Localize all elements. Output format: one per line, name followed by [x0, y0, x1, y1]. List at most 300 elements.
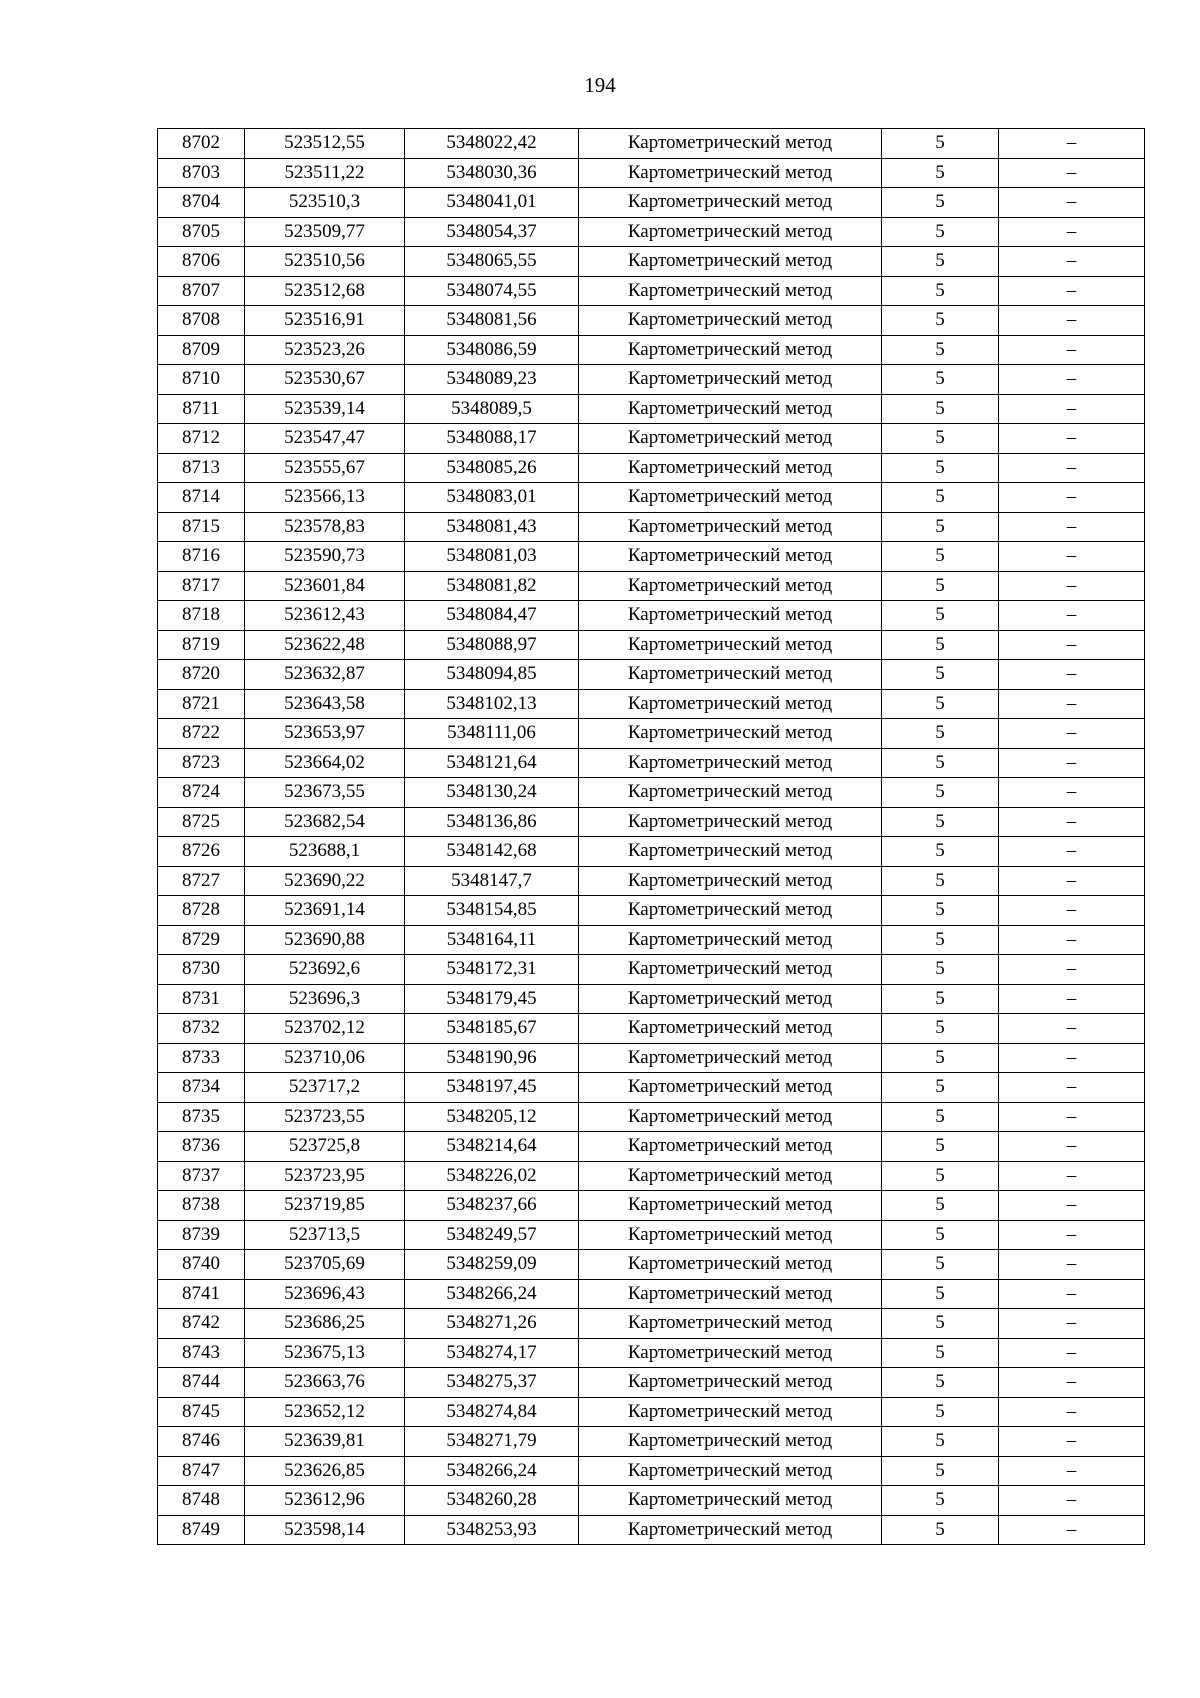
table-row — [158, 512, 1145, 542]
y-coordinate-cell: 5348089,23 — [405, 365, 579, 395]
description-cell: – — [999, 365, 1145, 395]
description-cell: – — [999, 394, 1145, 424]
y-coordinate-cell: 5348197,45 — [405, 1073, 579, 1103]
point-number-cell: 8745 — [158, 1397, 245, 1427]
description-cell: – — [999, 1515, 1145, 1545]
x-coordinate-cell: 523612,96 — [245, 1486, 405, 1516]
accuracy-cell: 5 — [882, 1102, 999, 1132]
accuracy-cell: 5 — [882, 1456, 999, 1486]
x-coordinate-cell: 523612,43 — [245, 601, 405, 631]
x-coordinate-cell: 523725,8 — [245, 1132, 405, 1162]
point-number-cell: 8722 — [158, 719, 245, 749]
accuracy-cell: 5 — [882, 984, 999, 1014]
method-cell: Картометрический метод — [579, 1279, 882, 1309]
x-coordinate-cell: 523673,55 — [245, 778, 405, 808]
description-cell: – — [999, 1397, 1145, 1427]
method-cell: Картометрический метод — [579, 955, 882, 985]
description-cell: – — [999, 748, 1145, 778]
x-coordinate-cell: 523547,47 — [245, 424, 405, 454]
description-cell: – — [999, 276, 1145, 306]
point-number-cell: 8739 — [158, 1220, 245, 1250]
point-number-cell: 8725 — [158, 807, 245, 837]
method-cell: Картометрический метод — [579, 601, 882, 631]
point-number-cell: 8714 — [158, 483, 245, 513]
x-coordinate-cell: 523688,1 — [245, 837, 405, 867]
accuracy-cell: 5 — [882, 394, 999, 424]
accuracy-cell: 5 — [882, 1397, 999, 1427]
x-coordinate-cell: 523539,14 — [245, 394, 405, 424]
point-number-cell: 8705 — [158, 217, 245, 247]
method-cell: Картометрический метод — [579, 1250, 882, 1280]
method-cell: Картометрический метод — [579, 512, 882, 542]
y-coordinate-cell: 5348259,09 — [405, 1250, 579, 1280]
accuracy-cell: 5 — [882, 1073, 999, 1103]
table-row — [158, 925, 1145, 955]
y-coordinate-cell: 5348154,85 — [405, 896, 579, 926]
y-coordinate-cell: 5348271,79 — [405, 1427, 579, 1457]
y-coordinate-cell: 5348226,02 — [405, 1161, 579, 1191]
method-cell: Картометрический метод — [579, 1515, 882, 1545]
y-coordinate-cell: 5348274,84 — [405, 1397, 579, 1427]
y-coordinate-cell: 5348074,55 — [405, 276, 579, 306]
x-coordinate-cell: 523516,91 — [245, 306, 405, 336]
x-coordinate-cell: 523512,55 — [245, 129, 405, 159]
point-number-cell: 8747 — [158, 1456, 245, 1486]
x-coordinate-cell: 523717,2 — [245, 1073, 405, 1103]
accuracy-cell: 5 — [882, 129, 999, 159]
x-coordinate-cell: 523696,3 — [245, 984, 405, 1014]
description-cell: – — [999, 660, 1145, 690]
page-number: 194 — [584, 73, 616, 97]
point-number-cell: 8704 — [158, 188, 245, 218]
x-coordinate-cell: 523566,13 — [245, 483, 405, 513]
x-coordinate-cell: 523663,76 — [245, 1368, 405, 1398]
accuracy-cell: 5 — [882, 1132, 999, 1162]
point-number-cell: 8738 — [158, 1191, 245, 1221]
y-coordinate-cell: 5348130,24 — [405, 778, 579, 808]
accuracy-cell: 5 — [882, 542, 999, 572]
point-number-cell: 8708 — [158, 306, 245, 336]
coordinates-table — [157, 128, 1145, 1545]
y-coordinate-cell: 5348271,26 — [405, 1309, 579, 1339]
y-coordinate-cell: 5348253,93 — [405, 1515, 579, 1545]
accuracy-cell: 5 — [882, 188, 999, 218]
table-row — [158, 1102, 1145, 1132]
accuracy-cell: 5 — [882, 896, 999, 926]
point-number-cell: 8712 — [158, 424, 245, 454]
method-cell: Картометрический метод — [579, 483, 882, 513]
y-coordinate-cell: 5348164,11 — [405, 925, 579, 955]
point-number-cell: 8702 — [158, 129, 245, 159]
method-cell: Картометрический метод — [579, 1309, 882, 1339]
description-cell: – — [999, 719, 1145, 749]
table-row — [158, 1397, 1145, 1427]
description-cell: – — [999, 601, 1145, 631]
accuracy-cell: 5 — [882, 837, 999, 867]
x-coordinate-cell: 523590,73 — [245, 542, 405, 572]
method-cell: Картометрический метод — [579, 925, 882, 955]
y-coordinate-cell: 5348214,64 — [405, 1132, 579, 1162]
accuracy-cell: 5 — [882, 1486, 999, 1516]
method-cell: Картометрический метод — [579, 571, 882, 601]
point-number-cell: 8707 — [158, 276, 245, 306]
method-cell: Картометрический метод — [579, 1220, 882, 1250]
table-row — [158, 306, 1145, 336]
description-cell: – — [999, 1338, 1145, 1368]
point-number-cell: 8724 — [158, 778, 245, 808]
method-cell: Картометрический метод — [579, 748, 882, 778]
method-cell: Картометрический метод — [579, 394, 882, 424]
table-row — [158, 601, 1145, 631]
description-cell: – — [999, 129, 1145, 159]
description-cell: – — [999, 217, 1145, 247]
y-coordinate-cell: 5348266,24 — [405, 1279, 579, 1309]
x-coordinate-cell: 523723,95 — [245, 1161, 405, 1191]
y-coordinate-cell: 5348065,55 — [405, 247, 579, 277]
accuracy-cell: 5 — [882, 1338, 999, 1368]
accuracy-cell: 5 — [882, 247, 999, 277]
table-row — [158, 1014, 1145, 1044]
x-coordinate-cell: 523692,6 — [245, 955, 405, 985]
x-coordinate-cell: 523598,14 — [245, 1515, 405, 1545]
table-row — [158, 1250, 1145, 1280]
description-cell: – — [999, 483, 1145, 513]
method-cell: Картометрический метод — [579, 689, 882, 719]
x-coordinate-cell: 523675,13 — [245, 1338, 405, 1368]
accuracy-cell: 5 — [882, 1191, 999, 1221]
point-number-cell: 8710 — [158, 365, 245, 395]
table-row — [158, 247, 1145, 277]
y-coordinate-cell: 5348111,06 — [405, 719, 579, 749]
accuracy-cell: 5 — [882, 689, 999, 719]
y-coordinate-cell: 5348185,67 — [405, 1014, 579, 1044]
table-row — [158, 1338, 1145, 1368]
description-cell: – — [999, 512, 1145, 542]
x-coordinate-cell: 523622,48 — [245, 630, 405, 660]
point-number-cell: 8731 — [158, 984, 245, 1014]
x-coordinate-cell: 523601,84 — [245, 571, 405, 601]
point-number-cell: 8703 — [158, 158, 245, 188]
point-number-cell: 8716 — [158, 542, 245, 572]
method-cell: Картометрический метод — [579, 335, 882, 365]
point-number-cell: 8736 — [158, 1132, 245, 1162]
description-cell: – — [999, 837, 1145, 867]
point-number-cell: 8749 — [158, 1515, 245, 1545]
point-number-cell: 8735 — [158, 1102, 245, 1132]
x-coordinate-cell: 523702,12 — [245, 1014, 405, 1044]
method-cell: Картометрический метод — [579, 1102, 882, 1132]
method-cell: Картометрический метод — [579, 1486, 882, 1516]
table-row — [158, 335, 1145, 365]
point-number-cell: 8743 — [158, 1338, 245, 1368]
method-cell: Картометрический метод — [579, 1132, 882, 1162]
x-coordinate-cell: 523723,55 — [245, 1102, 405, 1132]
description-cell: – — [999, 866, 1145, 896]
description-cell: – — [999, 1220, 1145, 1250]
description-cell: – — [999, 542, 1145, 572]
description-cell: – — [999, 1309, 1145, 1339]
accuracy-cell: 5 — [882, 1427, 999, 1457]
description-cell: – — [999, 807, 1145, 837]
x-coordinate-cell: 523653,97 — [245, 719, 405, 749]
accuracy-cell: 5 — [882, 630, 999, 660]
accuracy-cell: 5 — [882, 1309, 999, 1339]
x-coordinate-cell: 523686,25 — [245, 1309, 405, 1339]
x-coordinate-cell: 523691,14 — [245, 896, 405, 926]
accuracy-cell: 5 — [882, 512, 999, 542]
accuracy-cell: 5 — [882, 660, 999, 690]
y-coordinate-cell: 5348205,12 — [405, 1102, 579, 1132]
x-coordinate-cell: 523512,68 — [245, 276, 405, 306]
table-row — [158, 689, 1145, 719]
table-row — [158, 1456, 1145, 1486]
y-coordinate-cell: 5348136,86 — [405, 807, 579, 837]
point-number-cell: 8732 — [158, 1014, 245, 1044]
x-coordinate-cell: 523511,22 — [245, 158, 405, 188]
table-row — [158, 1220, 1145, 1250]
method-cell: Картометрический метод — [579, 1043, 882, 1073]
point-number-cell: 8746 — [158, 1427, 245, 1457]
x-coordinate-cell: 523639,81 — [245, 1427, 405, 1457]
table-row — [158, 188, 1145, 218]
method-cell: Картометрический метод — [579, 424, 882, 454]
point-number-cell: 8734 — [158, 1073, 245, 1103]
method-cell: Картометрический метод — [579, 542, 882, 572]
point-number-cell: 8718 — [158, 601, 245, 631]
y-coordinate-cell: 5348081,03 — [405, 542, 579, 572]
accuracy-cell: 5 — [882, 571, 999, 601]
table-row — [158, 1043, 1145, 1073]
y-coordinate-cell: 5348147,7 — [405, 866, 579, 896]
method-cell: Картометрический метод — [579, 1456, 882, 1486]
method-cell: Картометрический метод — [579, 217, 882, 247]
description-cell: – — [999, 984, 1145, 1014]
point-number-cell: 8727 — [158, 866, 245, 896]
accuracy-cell: 5 — [882, 1220, 999, 1250]
accuracy-cell: 5 — [882, 807, 999, 837]
x-coordinate-cell: 523664,02 — [245, 748, 405, 778]
point-number-cell: 8713 — [158, 453, 245, 483]
accuracy-cell: 5 — [882, 1014, 999, 1044]
table-row — [158, 365, 1145, 395]
y-coordinate-cell: 5348081,43 — [405, 512, 579, 542]
accuracy-cell: 5 — [882, 158, 999, 188]
y-coordinate-cell: 5348088,17 — [405, 424, 579, 454]
table-row — [158, 571, 1145, 601]
method-cell: Картометрический метод — [579, 453, 882, 483]
point-number-cell: 8728 — [158, 896, 245, 926]
y-coordinate-cell: 5348088,97 — [405, 630, 579, 660]
y-coordinate-cell: 5348081,56 — [405, 306, 579, 336]
description-cell: – — [999, 424, 1145, 454]
table-row — [158, 1427, 1145, 1457]
table-row — [158, 1191, 1145, 1221]
table-row — [158, 453, 1145, 483]
point-number-cell: 8719 — [158, 630, 245, 660]
accuracy-cell: 5 — [882, 276, 999, 306]
table-row — [158, 1161, 1145, 1191]
accuracy-cell: 5 — [882, 335, 999, 365]
table-row — [158, 1515, 1145, 1545]
description-cell: – — [999, 1279, 1145, 1309]
x-coordinate-cell: 523696,43 — [245, 1279, 405, 1309]
y-coordinate-cell: 5348142,68 — [405, 837, 579, 867]
description-cell: – — [999, 925, 1145, 955]
method-cell: Картометрический метод — [579, 630, 882, 660]
x-coordinate-cell: 523710,06 — [245, 1043, 405, 1073]
point-number-cell: 8709 — [158, 335, 245, 365]
accuracy-cell: 5 — [882, 1043, 999, 1073]
point-number-cell: 8741 — [158, 1279, 245, 1309]
description-cell: – — [999, 1132, 1145, 1162]
y-coordinate-cell: 5348102,13 — [405, 689, 579, 719]
method-cell: Картометрический метод — [579, 719, 882, 749]
accuracy-cell: 5 — [882, 483, 999, 513]
table-row — [158, 778, 1145, 808]
description-cell: – — [999, 1014, 1145, 1044]
y-coordinate-cell: 5348054,37 — [405, 217, 579, 247]
x-coordinate-cell: 523632,87 — [245, 660, 405, 690]
method-cell: Картометрический метод — [579, 807, 882, 837]
y-coordinate-cell: 5348083,01 — [405, 483, 579, 513]
accuracy-cell: 5 — [882, 748, 999, 778]
method-cell: Картометрический метод — [579, 1338, 882, 1368]
method-cell: Картометрический метод — [579, 1427, 882, 1457]
table-row — [158, 276, 1145, 306]
y-coordinate-cell: 5348121,64 — [405, 748, 579, 778]
x-coordinate-cell: 523652,12 — [245, 1397, 405, 1427]
description-cell: – — [999, 689, 1145, 719]
method-cell: Картометрический метод — [579, 365, 882, 395]
description-cell: – — [999, 1250, 1145, 1280]
x-coordinate-cell: 523523,26 — [245, 335, 405, 365]
table-row — [158, 1486, 1145, 1516]
x-coordinate-cell: 523555,67 — [245, 453, 405, 483]
method-cell: Картометрический метод — [579, 1161, 882, 1191]
accuracy-cell: 5 — [882, 955, 999, 985]
method-cell: Картометрический метод — [579, 276, 882, 306]
description-cell: – — [999, 1073, 1145, 1103]
y-coordinate-cell: 5348030,36 — [405, 158, 579, 188]
method-cell: Картометрический метод — [579, 660, 882, 690]
method-cell: Картометрический метод — [579, 984, 882, 1014]
description-cell: – — [999, 1486, 1145, 1516]
x-coordinate-cell: 523626,85 — [245, 1456, 405, 1486]
accuracy-cell: 5 — [882, 306, 999, 336]
method-cell: Картометрический метод — [579, 306, 882, 336]
point-number-cell: 8729 — [158, 925, 245, 955]
x-coordinate-cell: 523690,88 — [245, 925, 405, 955]
method-cell: Картометрический метод — [579, 1014, 882, 1044]
description-cell: – — [999, 1427, 1145, 1457]
description-cell: – — [999, 158, 1145, 188]
y-coordinate-cell: 5348094,85 — [405, 660, 579, 690]
table-row — [158, 1132, 1145, 1162]
point-number-cell: 8744 — [158, 1368, 245, 1398]
x-coordinate-cell: 523643,58 — [245, 689, 405, 719]
point-number-cell: 8720 — [158, 660, 245, 690]
method-cell: Картометрический метод — [579, 896, 882, 926]
description-cell: – — [999, 778, 1145, 808]
table-row — [158, 984, 1145, 1014]
y-coordinate-cell: 5348085,26 — [405, 453, 579, 483]
accuracy-cell: 5 — [882, 217, 999, 247]
accuracy-cell: 5 — [882, 1279, 999, 1309]
x-coordinate-cell: 523713,5 — [245, 1220, 405, 1250]
coordinates-table-body — [158, 129, 1145, 1545]
point-number-cell: 8723 — [158, 748, 245, 778]
method-cell: Картометрический метод — [579, 129, 882, 159]
y-coordinate-cell: 5348172,31 — [405, 955, 579, 985]
description-cell: – — [999, 188, 1145, 218]
point-number-cell: 8737 — [158, 1161, 245, 1191]
point-number-cell: 8706 — [158, 247, 245, 277]
table-row — [158, 1073, 1145, 1103]
y-coordinate-cell: 5348274,17 — [405, 1338, 579, 1368]
point-number-cell: 8733 — [158, 1043, 245, 1073]
description-cell: – — [999, 247, 1145, 277]
point-number-cell: 8717 — [158, 571, 245, 601]
x-coordinate-cell: 523510,56 — [245, 247, 405, 277]
table-row — [158, 807, 1145, 837]
accuracy-cell: 5 — [882, 365, 999, 395]
y-coordinate-cell: 5348179,45 — [405, 984, 579, 1014]
description-cell: – — [999, 955, 1145, 985]
point-number-cell: 8740 — [158, 1250, 245, 1280]
table-row — [158, 955, 1145, 985]
table-row — [158, 896, 1145, 926]
description-cell: – — [999, 306, 1145, 336]
table-row — [158, 129, 1145, 159]
table-row — [158, 217, 1145, 247]
x-coordinate-cell: 523682,54 — [245, 807, 405, 837]
table-row — [158, 158, 1145, 188]
y-coordinate-cell: 5348237,66 — [405, 1191, 579, 1221]
accuracy-cell: 5 — [882, 424, 999, 454]
y-coordinate-cell: 5348084,47 — [405, 601, 579, 631]
y-coordinate-cell: 5348190,96 — [405, 1043, 579, 1073]
accuracy-cell: 5 — [882, 453, 999, 483]
description-cell: – — [999, 335, 1145, 365]
accuracy-cell: 5 — [882, 925, 999, 955]
y-coordinate-cell: 5348260,28 — [405, 1486, 579, 1516]
description-cell: – — [999, 896, 1145, 926]
table-row — [158, 483, 1145, 513]
description-cell: – — [999, 1368, 1145, 1398]
table-row — [158, 424, 1145, 454]
table-row — [158, 394, 1145, 424]
description-cell: – — [999, 1161, 1145, 1191]
point-number-cell: 8715 — [158, 512, 245, 542]
method-cell: Картометрический метод — [579, 866, 882, 896]
accuracy-cell: 5 — [882, 1250, 999, 1280]
table-row — [158, 1309, 1145, 1339]
method-cell: Картометрический метод — [579, 778, 882, 808]
point-number-cell: 8721 — [158, 689, 245, 719]
x-coordinate-cell: 523510,3 — [245, 188, 405, 218]
y-coordinate-cell: 5348266,24 — [405, 1456, 579, 1486]
x-coordinate-cell: 523719,85 — [245, 1191, 405, 1221]
y-coordinate-cell: 5348249,57 — [405, 1220, 579, 1250]
table-row — [158, 660, 1145, 690]
point-number-cell: 8726 — [158, 837, 245, 867]
accuracy-cell: 5 — [882, 778, 999, 808]
x-coordinate-cell: 523530,67 — [245, 365, 405, 395]
description-cell: – — [999, 1456, 1145, 1486]
y-coordinate-cell: 5348041,01 — [405, 188, 579, 218]
table-row — [158, 719, 1145, 749]
accuracy-cell: 5 — [882, 1515, 999, 1545]
